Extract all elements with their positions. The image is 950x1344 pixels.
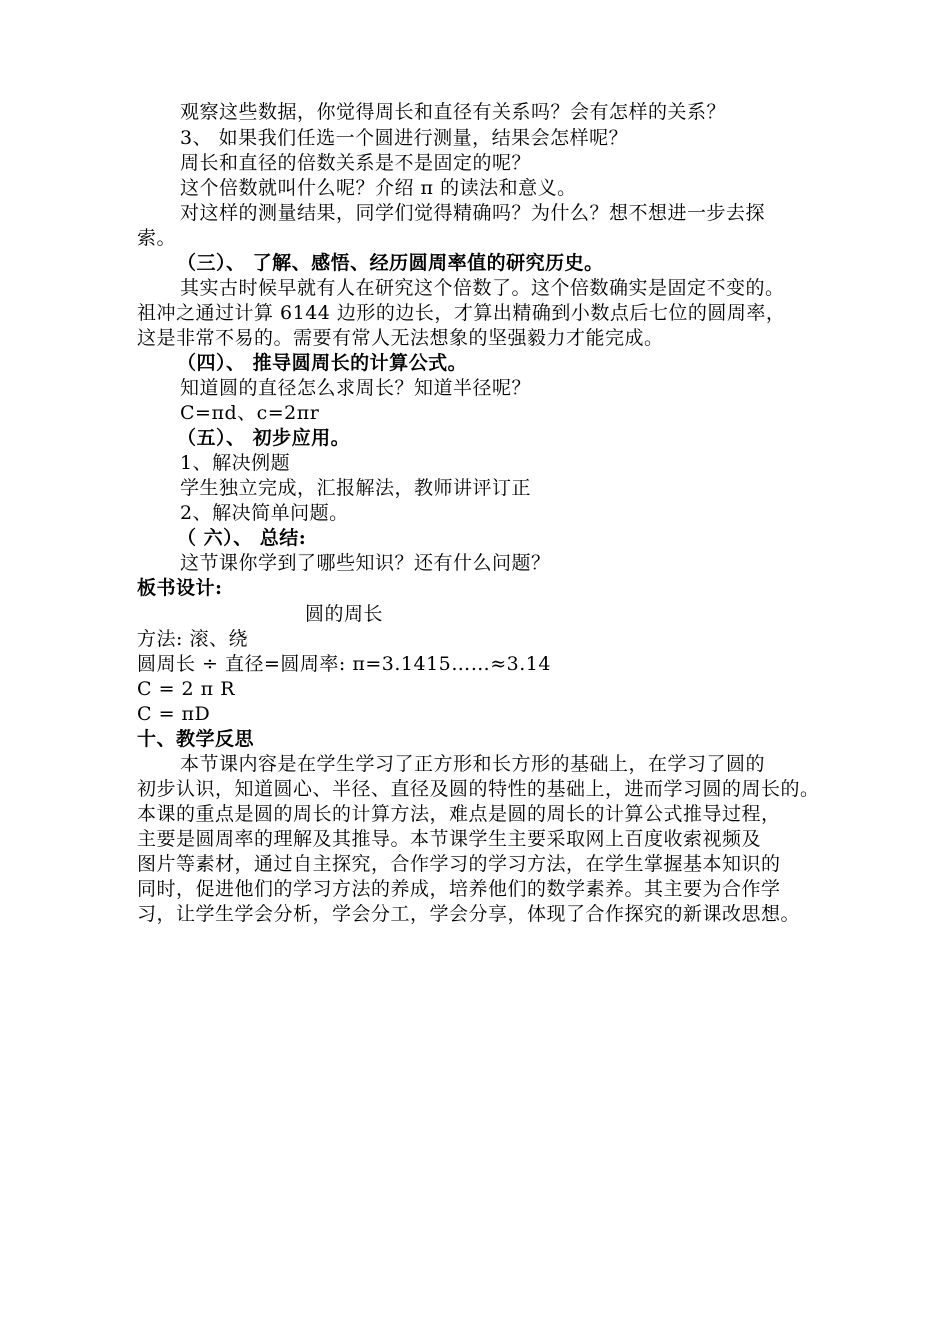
reflection-line-3: 本课的重点是圆的周长的计算方法，难点是圆的周长的计算公式推导过程， (137, 803, 781, 825)
heading-reflection: 十、教学反思 (137, 728, 255, 750)
reflection-line-7: 习，让学生学会分析，学会分工，学会分享，体现了合作探究的新课改思想。 (137, 903, 801, 925)
board-method: 方法: 滚、绕 (137, 628, 248, 650)
paragraph-question: 知道圆的直径怎么求周长？知道半径呢？ (180, 377, 532, 399)
reflection-line-1: 本节课内容是在学生学习了正方形和长方形的基础上，在学习了圆的 (180, 753, 766, 775)
section-heading-5: （五）、 初步应用。 (177, 427, 351, 449)
board-formula-radius: C = 2 π R (137, 678, 235, 700)
paragraph-summary: 这节课你学到了哪些知识？还有什么问题？ (180, 552, 551, 574)
paragraph-fixed-ratio: 周长和直径的倍数关系是不是固定的呢？ (180, 152, 532, 174)
board-pi-definition: 圆周长 ÷ 直径=圆周率: π=3.1415……≈3.14 (137, 653, 551, 675)
paragraph-simple-problems: 2、解决简单问题。 (180, 502, 349, 524)
paragraph-step-3: 3、 如果我们任选一个圆进行测量，结果会怎样呢？ (180, 127, 629, 149)
section-heading-3: （三）、 了解、感悟、经历圆周率值的研究历史。 (177, 252, 604, 274)
paragraph-history-3: 这是非常不易的。需要有常人无法想象的坚强毅力才能完成。 (137, 327, 664, 349)
paragraph-formula: C=πd、c=2πr (180, 402, 320, 424)
paragraph-history-2: 祖冲之通过计算 6144 边形的边长，才算出精确到小数点后七位的圆周率， (137, 302, 786, 324)
board-title: 圆的周长 (305, 603, 384, 625)
reflection-line-5: 图片等素材，通过自主探究，合作学习的学习方法，在学生掌握基本知识的 (137, 853, 781, 875)
paragraph-example: 1、解决例题 (180, 452, 291, 474)
paragraph-pi-intro: 这个倍数就叫什么呢？介绍 π 的读法和意义。 (180, 177, 577, 199)
board-formula-diameter: C = πD (137, 703, 211, 725)
section-heading-4: （四）、 推导圆周长的计算公式。 (177, 352, 468, 374)
paragraph-accuracy-cont: 索。 (137, 227, 177, 249)
section-heading-6: （ 六）、 总结: (177, 527, 307, 549)
paragraph-history-1: 其实古时候早就有人在研究这个倍数了。这个倍数确实是固定不变的。 (180, 277, 785, 299)
reflection-line-2: 初步认识，知道圆心、半径、直径及圆的特性的基础上，进而学习圆的周长的。 (137, 778, 820, 800)
paragraph-accuracy: 对这样的测量结果，同学们觉得精确吗？为什么？想不想进一步去探 (180, 202, 766, 224)
paragraph-independent: 学生独立完成，汇报解法，教师讲评订正 (180, 477, 532, 499)
heading-board-design: 板书设计: (137, 577, 223, 599)
paragraph-observe: 观察这些数据，你觉得周长和直径有关系吗？会有怎样的关系？ (180, 101, 727, 123)
reflection-line-4: 主要是圆周率的理解及其推导。本节课学生主要采取网上百度收索视频及 (137, 828, 762, 850)
reflection-line-6: 同时，促进他们的学习方法的养成，培养他们的数学素养。其主要为合作学 (137, 878, 781, 900)
